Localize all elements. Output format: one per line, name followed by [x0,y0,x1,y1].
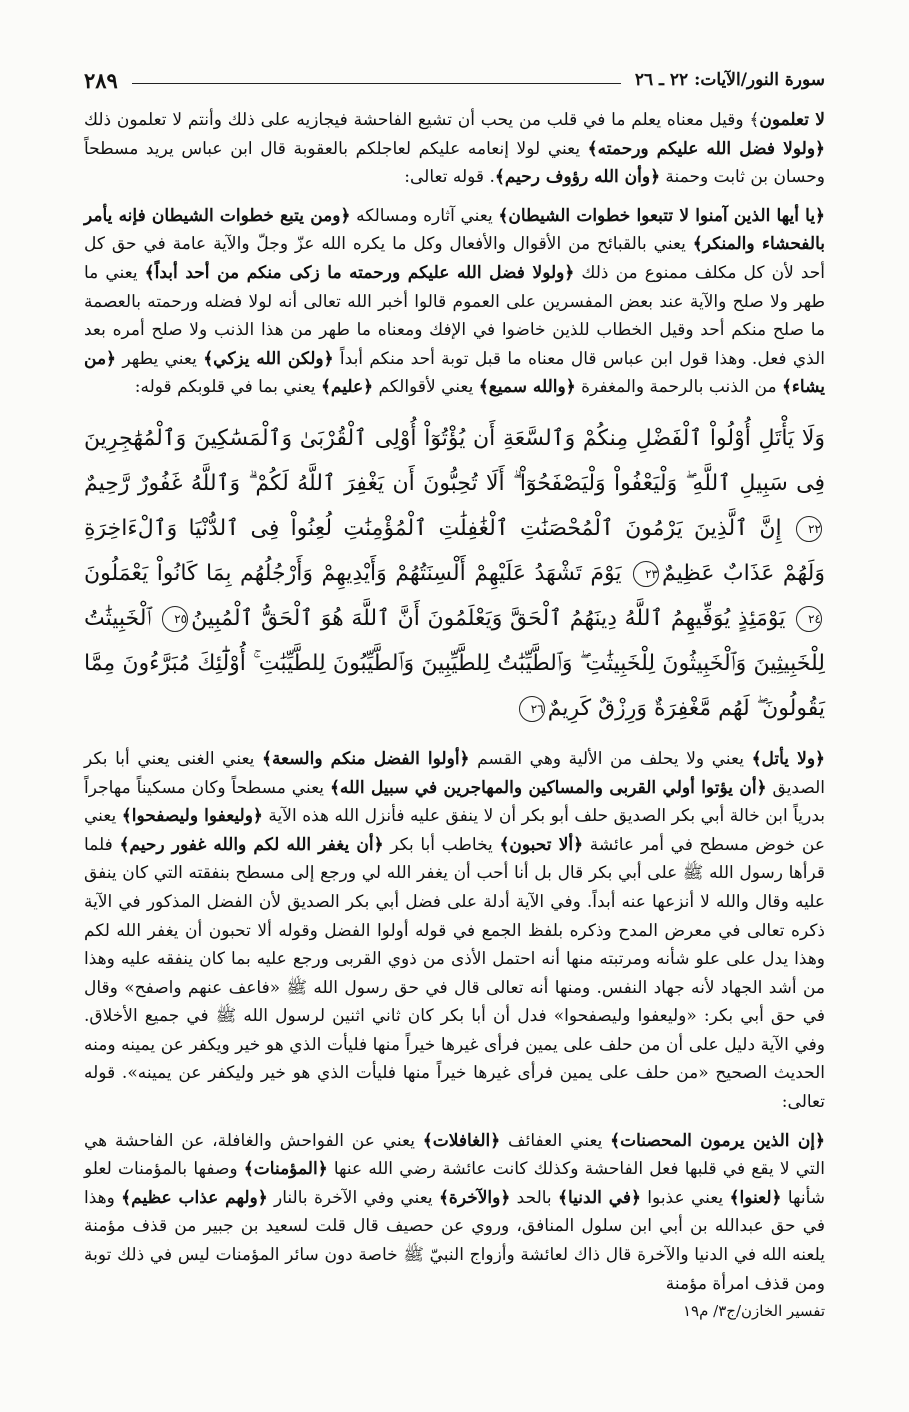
commentary-paragraph-1 [84,106,825,192]
verse-text: ٱلْخَبِيثَٰتُ لِلْخَبِيثِينَ وَٱلْخَبِيثُونَ لِلْخَبِيثَٰتِ ۖ وَٱلطَّيِّبَٰتُ لِلطَّيِّبِينَ وَٱلطَّيِّبُونَ لِلطَّيِّبَٰتِ ۚ أُوْلَٰٓئِكَ مُبَرَّءُونَ مِمَّا يَقُولُونَ ۖ لَهُم مَّغْفِرَةٌ وَرِزْقٌ كَرِيمٌ [84,605,825,721]
commentary-paragraph-3 [84,745,825,1117]
commentary-text: يعني عن الفواحش والغافلة، عن الفاحشة هي التي لا يقع في قلبها فعل الفاحشة وكذلك كانت عائشة رضي الله عنها [84,1130,825,1180]
ayah-number-marker: ٢٦ [519,696,545,722]
volume-signature: تفسير الخازن/ج٣/ م١٩ [683,1302,825,1321]
commentary-text: يعني عن خوض مسطح في أمر عائشة [84,806,826,855]
quoted-verse-phrase: ﴿المؤمنات﴾ [243,1159,328,1180]
commentary-text: . قوله تعالى: [404,167,495,188]
commentary-text: يخاطب أبا بكر [383,834,500,855]
commentary-text: وهذا في حق عبدالله بن أبي ابن سلول المنافق، وروي عن حصيف قال قلت لسعيد بن جبير من قذف مؤمنة يلعنه الله في الدنيا والآخرة قال ذاك لعائشة وأزواج النبيّ ﷺ خاصة دون سائر المؤمنات ليس في ذلك توبة ومن قذف امرأة مؤمنة [84,1187,825,1294]
quran-verses-block [84,416,825,731]
commentary-text: يعني لأقوالكم [373,377,479,398]
commentary-text: يعني بالقبائح من الأقوال والأفعال وكل ما يكره الله عزّ وجلّ والآية عامة في حق كل أحد لأن كل مكلف ممنوع من ذلك [84,234,825,283]
ayah-number-marker: ٢٤ [796,606,822,632]
quoted-verse-phrase: ﴿من يشاء﴾ [84,348,825,398]
ayah-number-marker: ٢٣ [633,561,659,587]
commentary-text: يعني ولا يحلف من الألية وهي القسم [469,748,752,769]
commentary-text: يعني يطهر [116,348,204,369]
quoted-verse-phrase: ﴿ومن يتبع خطوات الشيطان فإنه يأمر بالفحشاء والمنكر﴾ [84,205,825,255]
commentary-text: يعني آثاره ومسالكه [350,205,499,226]
quoted-verse-phrase: ﴿أولوا الفضل منكم والسعة﴾ [261,748,470,769]
quoted-verse-phrase: ﴿والله سميع﴾ [478,377,576,398]
quoted-verse-phrase: ﴿يا أيها الذين آمنوا لا تتبعوا خطوات الشيطان﴾ [498,205,826,226]
commentary-text: فلما قرأها رسول الله ﷺ على أبي بكر قال بل أنا أحب أن يغفر الله لي ورجع إلى مسطح بنفقته التي كان ينفق عليه وقال والله لا أنزعها عنه أبداً. وفي الآية أدلة على فضل أبي بكر الصديق لأن الفضل المذكور في الآية ذكره تعالى في معرض المدح وذكره بلفظ الجمع في قوله أولوا الفضل وقوله ألا تحبون أن يغفر الله لكم وهذا يدل على علو شأنه ومرتبته منها أنه احتمل الأذى من ذوي القربى ورجع عليه بما كان ينفقه عليه وهذا من أشد الجهاد لأنه جهاد النفس. ومنها أنه تعالى قال في حق رسول الله ﷺ «فاعف عنهم واصفح» وقال في حق أبي بكر: «وليعفوا وليصفحوا» فدل أن أبا بكر كان ثاني اثنين لرسول الله ﷺ في جميع الأخلاق. وفي الآية دليل على أن من حلف على يمين فرأى غيرها خيراً منها فليأت الذي هو خير ويكفر عن يمينه ومنه الحديث الصحيح «من حلف على يمين فرأى غيرها خيراً منها فليأت الذي هو خير وليكفر عن يمينه». قوله تعالى: [84,834,826,1113]
quoted-verse-phrase: ﴿لعنوا﴾ [729,1187,782,1208]
surah-title: سورة النور/الآيات: ٢٢ ـ ٢٦ [634,70,825,90]
commentary-paragraph-2 [84,202,825,402]
quoted-verse-phrase: ﴿ولا يأتل﴾ [751,748,826,769]
commentary-text: يعني بما في قلوبكم قوله: [134,377,321,398]
ayah-number-marker: ٢٢ [796,516,822,542]
quoted-verse-phrase: ﴿ولكن الله يزكي﴾ [203,348,334,369]
quoted-verse-phrase: ﴿الغافلات﴾ [422,1130,501,1151]
quoted-verse-phrase: ﴿أن يؤتوا أولي القربى والمساكين والمهاجرين في سبيل الله﴾ [329,777,767,798]
verse-text: يَوْمَ تَشْهَدُ عَلَيْهِمْ أَلْسِنَتُهُمْ وَأَيْدِيهِمْ وَأَرْجُلُهُم بِمَا كَانُواْ يَعْمَلُونَ [84,560,622,586]
verse-text: إِنَّ ٱلَّذِينَ يَرْمُونَ ٱلْمُحْصَنَٰتِ ٱلْغَٰفِلَٰتِ ٱلْمُؤْمِنَٰتِ لُعِنُواْ فِى ٱلدُّنْيَا وَٱلْءَاخِرَةِ وَلَهُمْ عَذَابٌ عَظِيمٌ [84,515,825,586]
quoted-verse-phrase: ﴿ولولا فضل الله عليكم ورحمته ما زكى منكم من أحد أبداً﴾ [144,262,575,283]
quoted-verse-phrase: ﴿وليعفوا وليصفحوا﴾ [121,806,263,827]
quoted-verse-phrase: ﴿ولهم عذاب عظيم﴾ [121,1187,268,1208]
commentary-text: يعني العفائف [500,1130,611,1151]
commentary-text: من الذنب بالرحمة والمغفرة [575,377,782,398]
header-rule [132,83,621,84]
quoted-verse-phrase: لا تعلمون [759,110,825,130]
commentary-text: يعني عذبوا [640,1187,730,1208]
commentary-text: ﴾ وقيل معناه يعلم ما في قلب من يحب أن تشيع الفاحشة فيجازيه على ذلك وأنتم لا تعلمون ذلك [84,110,760,130]
page-number: ٢٨٩ [84,67,118,93]
commentary-text: يعني لولا إنعامه عليكم لعاجلكم بالعقوبة قال ابن عباس يريد مسطحاً وحسان بن ثابت وحمنة [84,138,825,188]
quoted-verse-phrase: ﴿أن يغفر الله لكم والله غفور رحيم﴾ [119,834,384,855]
quoted-verse-phrase: ﴿وأن الله رؤوف رحيم﴾ [494,167,661,188]
commentary-text: بالحد [510,1187,559,1208]
commentary-text: يعني الغنى يعني أبا بكر الصديق [84,748,825,798]
ayah-number-marker: ٢٥ [162,606,188,632]
commentary-text: يعني مسطحاً وكان مسكيناً مهاجراً بدرياً ابن خالة أبي بكر الصديق حلف أبو بكر أن لا ينفق عليه فأنزل الله هذه الآية [84,777,825,827]
verse-text: يَوْمَئِذٍ يُوَفِّيهِمُ ٱللَّهُ دِينَهُمُ ٱلْحَقَّ وَيَعْلَمُونَ أَنَّ ٱللَّهَ هُوَ ٱلْحَقُّ ٱلْمُبِينُ [191,605,786,631]
quoted-verse-phrase: ﴿والآخرة﴾ [438,1187,511,1208]
quoted-verse-phrase: ﴿إن الذين يرمون المحصنات﴾ [610,1130,825,1151]
commentary-text: يعني وفي الآخرة بالنار [267,1187,439,1208]
verse-text: وَلَا يَأْتَلِ أُوْلُواْ ٱلْفَضْلِ مِنكُمْ وَٱلسَّعَةِ أَن يُؤْتُوٓاْ أُوْلِى ٱلْقُرْبَىٰ وَٱلْمَسَٰكِينَ وَٱلْمُهَٰجِرِينَ فِى سَبِيلِ ٱللَّهِ ۖ وَلْيَعْفُواْ وَلْيَصْفَحُوٓاْ ۗ أَلَا تُحِبُّونَ أَن يَغْفِرَ ٱللَّهُ لَكُمْ ۗ وَٱللَّهُ غَفُورٌ رَّحِيمٌ [84,425,825,496]
quoted-verse-phrase: ﴿ولولا فضل الله عليكم ورحمته﴾ [587,138,825,159]
quoted-verse-phrase: ﴿عليم﴾ [320,377,374,398]
quoted-verse-phrase: ﴿ألا تحبون﴾ [499,834,584,855]
running-header [84,62,825,98]
commentary-text: يعني ما طهر ولا صلح والآية عند بعض المفسرين على العموم قالوا أخبر الله تعالى أنه لولا فضله ورحمته بالعصمة ما صلح منكم أحد وقيل الخطاب للذين خاضوا في الإفك ومعناه ما طهر من هذا الذنب ولا صلح أمره بعد الذي فعل. وهذا قول ابن عباس قال معناه ما قبل توبة أحد منكم أبداً [84,262,825,369]
commentary-text: وصفها بالمؤمنات لعلو شأنها [84,1159,826,1208]
quoted-verse-phrase: ﴿في الدنيا﴾ [558,1187,641,1208]
commentary-paragraph-4 [84,1127,825,1299]
